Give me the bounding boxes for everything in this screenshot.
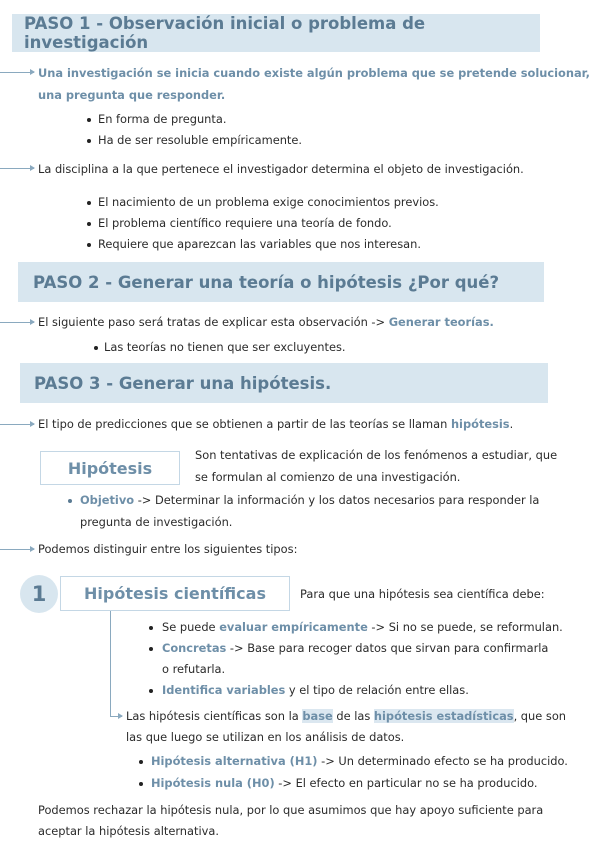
objetivo-line (80, 490, 539, 510)
arrow-icon (0, 424, 34, 425)
objetivo-term: Objetivo (80, 493, 135, 507)
paso1-bullet-2: Ha de ser resoluble empíricamente. (98, 133, 303, 147)
number-1-badge: 1 (20, 575, 58, 613)
paso3-banner: PASO 3 - Generar una hipótesis. (20, 363, 548, 403)
bullet-icon (149, 626, 153, 630)
paso1-bullet2-1: El nacimiento de un problema exige conocimientos previos. (98, 195, 439, 209)
h1-term: Hipótesis alternativa (H1) (151, 754, 318, 768)
estadisticas-post: , que son (513, 709, 567, 723)
paso2-line (38, 312, 494, 332)
paso3-line (38, 414, 513, 434)
paso1-banner: PASO 1 - Observación inicial o problema de investigación (12, 14, 540, 52)
arrow-icon (110, 716, 122, 717)
cient-bullet-2 (162, 638, 548, 658)
bullet-icon (94, 346, 98, 350)
cientificas-side-text: Para que una hipótesis sea científica debe: (300, 587, 545, 601)
bullet-icon (87, 201, 91, 205)
paso1-bullet-1: En forma de pregunta. (98, 112, 227, 126)
tipos-line: Podemos distinguir entre los siguientes tipos: (38, 542, 298, 556)
paso2-line-text: El siguiente paso será tratas de explicar esta observación -> (38, 315, 389, 329)
paso3-line-end: . (509, 417, 514, 431)
cient-bullet-3-post: y el tipo de relación entre ellas. (285, 683, 469, 697)
hipotesis-box: Hipótesis (40, 451, 180, 485)
cient-bullet-2-post: -> Base para recoger datos que sirvan para confirmarla (226, 641, 549, 655)
bullet-icon (139, 760, 143, 764)
bullet-icon (149, 647, 153, 651)
arrow-icon (0, 322, 34, 323)
h0-line (151, 773, 538, 793)
h0-text: -> El efecto en particular no se ha producido. (274, 776, 538, 790)
paso1-intro: Una investigación se inicia cuando existe algún problema que se pretende solucionar, (38, 66, 590, 80)
paso2-banner: PASO 2 - Generar una teoría o hipótesis ¿Por qué? (18, 262, 544, 302)
evaluar-empiricamente: evaluar empíricamente (219, 620, 368, 634)
paso1-bullet2-3: Requiere que aparezcan las variables que nos interesan. (98, 237, 421, 251)
base-term: base (302, 709, 333, 723)
paso1-intro2: una pregunta que responder. (38, 88, 226, 102)
arrow-icon (0, 168, 34, 169)
bullet-icon (87, 118, 91, 122)
cient-bullet-3 (162, 680, 469, 700)
hipotesis-cientificas-box: Hipótesis científicas (60, 576, 290, 611)
cient-bullet-1-post: -> Si no se puede, se reformulan. (367, 620, 563, 634)
paso3-line-text: El tipo de predicciones que se obtienen a partir de las teorías se llaman (38, 417, 451, 431)
cient-bullet-2-cont: o refutarla. (162, 662, 226, 676)
generar-teorias: Generar teorías. (388, 315, 494, 329)
arrow-icon (0, 549, 34, 550)
cient-bullet-1 (162, 617, 563, 637)
bullet-icon (68, 499, 72, 503)
hipotesis-estadisticas-term: hipótesis estadísticas (373, 709, 514, 723)
objetivo-line-2: pregunta de investigación. (80, 515, 233, 529)
hipotesis-term: hipótesis (450, 417, 510, 431)
paso2-bullet: Las teorías no tienen que ser excluyentes. (104, 340, 346, 354)
identifica-variables: Identifica variables (162, 683, 286, 697)
final-line-1: Podemos rechazar la hipótesis nula, por lo que asumimos que hay apoyo suficiente para (38, 803, 544, 817)
concretas-term: Concretas (162, 641, 227, 655)
bullet-icon (139, 782, 143, 786)
paso1-bullet2-2: El problema científico requiere una teoría de fondo. (98, 216, 392, 230)
h0-term: Hipótesis nula (H0) (151, 776, 275, 790)
hipotesis-def-2: se formulan al comienzo de una investigación. (195, 470, 461, 484)
estadisticas-mid: de las (332, 709, 374, 723)
final-line-2: aceptar la hipótesis alternativa. (38, 824, 219, 838)
estadisticas-line-1 (126, 706, 566, 726)
paso1-line2: La disciplina a la que pertenece el investigador determina el objeto de investigación. (38, 162, 524, 176)
h1-line (151, 751, 568, 771)
h1-text: -> Un determinado efecto se ha producido. (317, 754, 568, 768)
bullet-icon (87, 222, 91, 226)
estadisticas-line-2: las que luego se utilizan en los análisis de datos. (126, 730, 405, 744)
bullet-icon (149, 689, 153, 693)
hipotesis-def-1: Son tentativas de explicación de los fenómenos a estudiar, que (195, 448, 558, 462)
bullet-icon (87, 243, 91, 247)
bullet-icon (87, 139, 91, 143)
estadisticas-pre: Las hipótesis científicas son la (126, 709, 303, 723)
connector-line (110, 611, 111, 717)
objetivo-text: -> Determinar la información y los datos necesarios para responder la (134, 493, 540, 507)
arrow-icon (0, 72, 34, 73)
cient-bullet-1-pre: Se puede (162, 620, 220, 634)
